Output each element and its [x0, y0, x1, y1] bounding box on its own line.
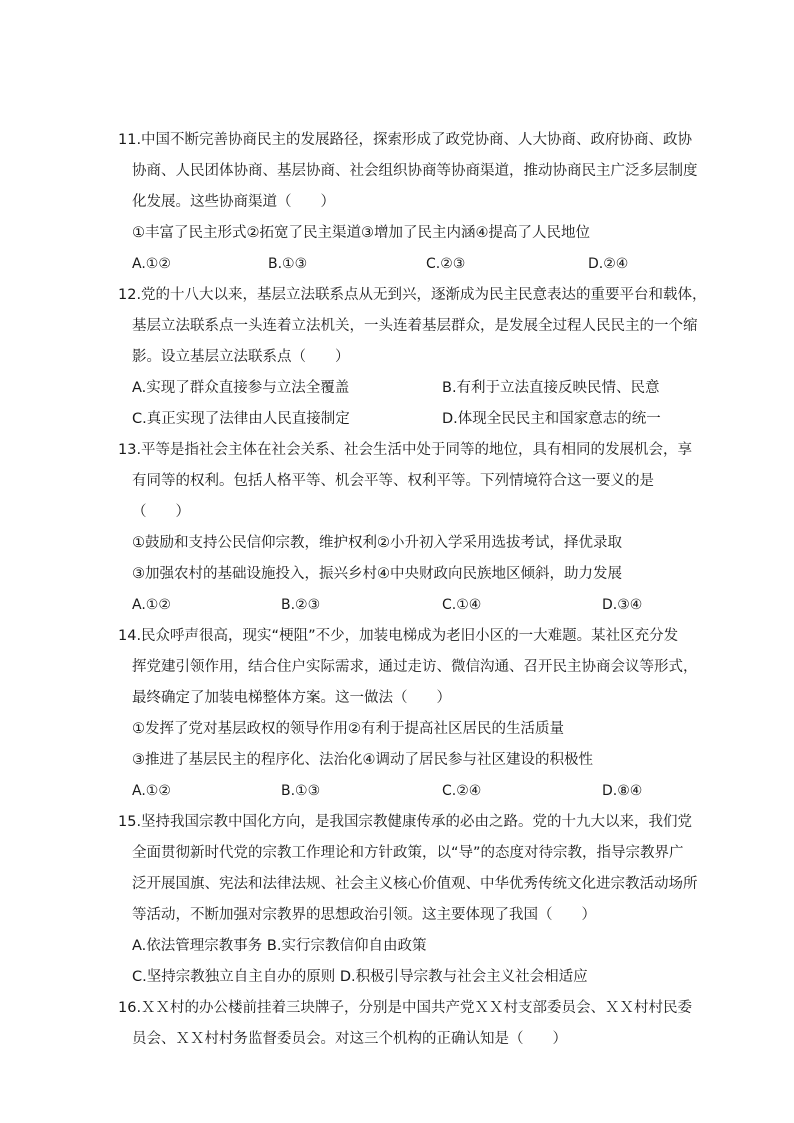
question-stem-line: 有同等的权利。包括人格平等、机会平等、权利平等。下列情境符合这一要义的是 [132, 473, 654, 489]
question-list [118, 125, 707, 1055]
question-16 [118, 993, 693, 1055]
question-stem-line: 12.党的十八大以来，基层立法联系点从无到兴，逐渐成为民主民意表达的重要平台和载体， [118, 287, 707, 303]
option-d[interactable]: D.③④ [602, 597, 643, 613]
statement-items: ①鼓励和支持公民信仰宗教，维护权利②小升初入学采用选拔考试，择优录取 [132, 535, 622, 551]
answer-options-line[interactable]: C.坚持宗教独立自主自办的原则 D.积极引导宗教与社会主义社会相适应 [132, 969, 588, 985]
statement-items: ③加强农村的基础设施投入，振兴乡村④中央财政向民族地区倾斜，助力发展 [132, 566, 622, 582]
question-stem-line: 挥党建引领作用，结合住户实际需求，通过走访、微信沟通、召开民主协商会议等形式， [132, 659, 698, 675]
option-b[interactable]: B.有利于立法直接反映民情、民意 [442, 380, 660, 396]
answer-options [118, 249, 678, 280]
option-b[interactable]: B.①③ [281, 783, 321, 799]
question-stem-line: 泛开展国旗、宪法和法律法规、社会主义核心价值观、中华优秀传统文化进宗教活动场所 [132, 876, 698, 892]
question-stem-line: 13.平等是指社会主体在社会关系、社会生活中处于同等的地位，具有相同的发展机会，享 [118, 442, 693, 458]
question-stem-line: 影。设立基层立法联系点（ ） [132, 349, 350, 365]
statement-items: ①发挥了党对基层政权的领导作用②有利于提高社区居民的生活质量 [132, 721, 564, 737]
option-b[interactable]: B.②③ [281, 597, 321, 613]
question-stem-line: 全面贯彻新时代党的宗教工作理论和方针政策，以“导”的态度对待宗教，指导宗教界广 [132, 845, 684, 861]
option-c[interactable]: C.②④ [442, 783, 482, 799]
option-a[interactable]: A.①② [132, 783, 171, 799]
question-stem-line: 14.民众呼声很高，现实“梗阻”不少，加装电梯成为老旧小区的一大难题。某社区充分发 [118, 628, 679, 644]
option-c[interactable]: C.真正实现了法律由人民直接制定 [132, 411, 350, 427]
statement-items: ①丰富了民主形式②拓宽了民主渠道③增加了民主内涵④提高了人民地位 [132, 225, 590, 241]
option-d[interactable]: D.⑧④ [602, 783, 643, 799]
answer-options [118, 776, 678, 807]
question-13 [118, 435, 693, 621]
option-a[interactable]: A.①② [132, 597, 171, 613]
question-stem-line: （ ） [132, 504, 190, 520]
statement-items: ③推进了基层民主的程序化、法治化④调动了居民参与社区建设的积极性 [132, 752, 593, 768]
question-stem-line: 化发展。这些协商渠道（ ） [132, 194, 335, 210]
question-stem-line: 11.中国不断完善协商民主的发展路径，探索形成了政党协商、人大协商、政府协商、政协 [118, 132, 693, 148]
option-d[interactable]: D.体现全民民主和国家意志的统一 [442, 411, 661, 427]
question-stem-line: 员会、ＸＸ村村务监督委员会。对这三个机构的正确认知是（ ） [132, 1031, 567, 1047]
option-c[interactable]: C.②③ [426, 256, 466, 272]
answer-options-row [118, 404, 678, 435]
answer-options [118, 590, 678, 621]
question-stem-line: 等活动，不断加强对宗教界的思想政治引领。这主要体现了我国（ ） [132, 907, 596, 923]
question-12 [118, 280, 707, 435]
question-stem-line: 16.ＸＸ村的办公楼前挂着三块牌子，分别是中国共产党ＸＸ村支部委员会、ＸＸ村村民委 [118, 1000, 693, 1016]
option-a[interactable]: A.实现了群众直接参与立法全覆盖 [132, 380, 350, 396]
answer-options-line[interactable]: A.依法管理宗教事务 B.实行宗教信仰自由政策 [132, 938, 427, 954]
question-15 [118, 807, 698, 993]
question-11 [118, 125, 698, 280]
option-a[interactable]: A.①② [132, 256, 171, 272]
answer-options-row [118, 373, 678, 404]
question-14 [118, 621, 698, 807]
question-stem-line: 15.坚持我国宗教中国化方向，是我国宗教健康传承的必由之路。党的十九大以来，我们党 [118, 814, 693, 830]
question-stem-line: 协商、人民团体协商、基层协商、社会组织协商等协商渠道，推动协商民主广泛多层制度 [132, 163, 698, 179]
question-stem-line: 最终确定了加装电梯整体方案。这一做法（ ） [132, 690, 451, 706]
question-stem-line: 基层立法联系点一头连着立法机关，一头连着基层群众，是发展全过程人民民主的一个缩 [132, 318, 698, 334]
option-b[interactable]: B.①③ [268, 256, 308, 272]
option-c[interactable]: C.①④ [442, 597, 482, 613]
option-d[interactable]: D.②④ [588, 256, 629, 272]
